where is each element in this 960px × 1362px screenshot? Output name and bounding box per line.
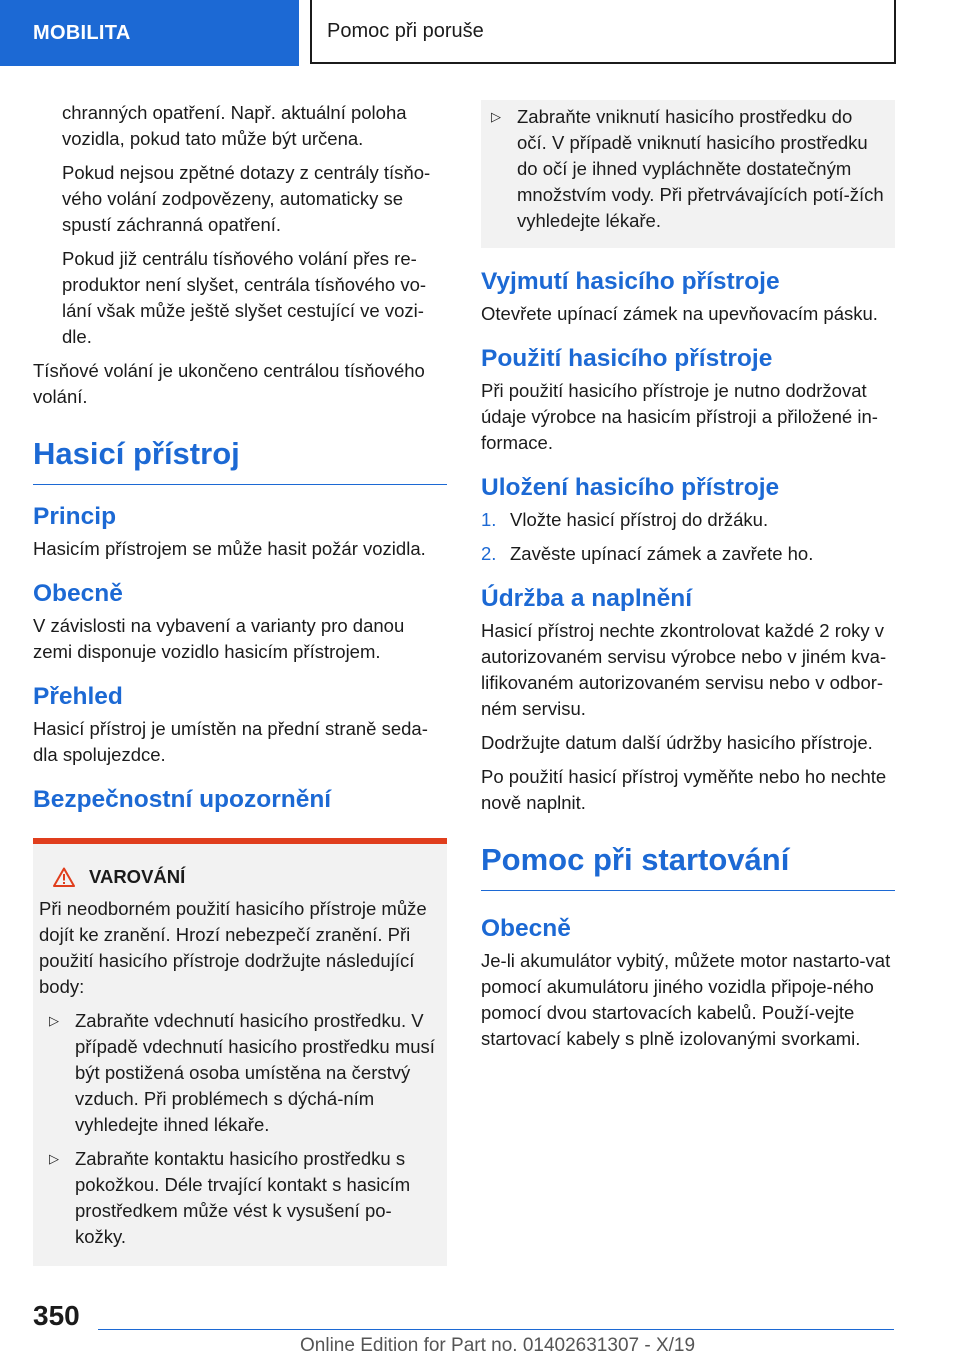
- list-item: [39, 1008, 435, 1138]
- step-text: Vložte hasicí přístroj do držáku.: [510, 509, 769, 530]
- bullet-triangle-icon: ▷: [491, 109, 501, 124]
- page-header: [0, 0, 960, 66]
- bullet-triangle-icon: ▷: [49, 1151, 59, 1166]
- section-heading: Princip: [33, 503, 117, 530]
- chapter-heading: Pomoc při startování: [481, 840, 895, 891]
- list-item-text: Zabraňte vniknutí hasicího prostředku do očí. V případě vniknutí hasicího prostředku do očí je ihned vypláchněte dostatečným množstvím vody. Při přetrvávajících potí‐žích vyhledejte lékaře.: [517, 106, 884, 231]
- warning-continuation-box: [481, 100, 895, 248]
- section-heading: Obecně: [33, 580, 123, 607]
- right-column: [481, 100, 895, 1060]
- paragraph: Pokud nejsou zpětné dotazy z centrály tísňo‐vého volání zodpovězeny, automaticky se spustí záchranná opatření.: [62, 162, 431, 235]
- step-item: [481, 507, 895, 533]
- section-heading: Použití hasicího přístroje: [481, 345, 773, 372]
- paragraph: Dodržujte datum další údržby hasicího přístroje.: [481, 732, 873, 753]
- paragraph: Hasicí přístroj je umístěn na přední straně seda‐dla spolujezdce.: [33, 718, 428, 765]
- paragraph: V závislosti na vybavení a varianty pro danou zemi disponuje vozidlo hasicím přístrojem.: [33, 615, 405, 662]
- paragraph: Při použití hasicího přístroje je nutno dodržovat údaje výrobce na hasicím přístroji a přiložené in‐formace.: [481, 380, 878, 453]
- paragraph: chranných opatření. Např. aktuální poloha vozidla, pokud tato může být určena.: [62, 102, 407, 149]
- footer-edition: Online Edition for Part no. 01402631307 - X/19: [300, 1335, 696, 1356]
- step-item: [481, 541, 895, 567]
- section-heading: Bezpečnostní upozornění: [33, 786, 332, 813]
- paragraph: Hasicím přístrojem se může hasit požár vozidla.: [33, 538, 426, 559]
- section-heading: Uložení hasicího přístroje: [481, 474, 780, 501]
- step-number: 2.: [481, 543, 497, 564]
- list-item-text: Zabraňte kontaktu hasicího prostředku s pokožkou. Déle trvající kontakt s hasicím prostředkem může vést k vysušení po‐kožky.: [75, 1148, 411, 1247]
- left-column: [33, 100, 447, 1266]
- paragraph: Po použití hasicí přístroj vyměňte nebo ho nechte nově naplnit.: [481, 766, 887, 813]
- page-number: 350: [33, 1300, 80, 1331]
- step-text: Zavěste upínací zámek a zavřete ho.: [510, 543, 814, 564]
- section-heading: Vyjmutí hasicího přístroje: [481, 268, 780, 295]
- paragraph: Hasicí přístroj nechte zkontrolovat každé 2 roky v autorizovaném servisu výrobce nebo v jiném kva‐lifikovaném autorizovaném servisu nebo v odbor‐ném servisu.: [481, 620, 887, 719]
- warning-title: VAROVÁNÍ: [89, 866, 186, 887]
- warning-text: Při neodborném použití hasicího přístroje může dojít ke zranění. Hrozí nebezpečí zranění. Při použití hasicího přístroje dodržujte následující body:: [39, 898, 427, 997]
- section-tab[interactable]: MOBILITA: [0, 0, 299, 66]
- list-item: [39, 1146, 435, 1250]
- warning-box: [33, 838, 447, 1266]
- paragraph: Otevřete upínací zámek na upevňovacím pásku.: [481, 303, 878, 324]
- chapter-title: Pomoc při poruše: [310, 0, 896, 64]
- warning-triangle-icon: [53, 867, 75, 887]
- list-item: [481, 104, 885, 234]
- section-heading: Údržba a naplnění: [481, 585, 693, 612]
- list-item-text: Zabraňte vdechnutí hasicího prostředku. V případě vdechnutí hasicího prostředku musí být postižená osoba umístěna na čerstvý vzduch. Při problémech s dýchá‐ním vyhledejte ihned lékaře.: [75, 1010, 435, 1135]
- section-heading: Přehled: [33, 683, 123, 710]
- paragraph: Je-li akumulátor vybitý, můžete motor nastarto‐vat pomocí akumulátoru jiného vozidla připoje‐ného pomocí dvou startovacích kabelů. Použí‐vejte startovací kabely s plně izolovanými svorkami.: [481, 950, 891, 1049]
- footer-divider: [98, 1329, 894, 1330]
- section-heading: Obecně: [481, 915, 571, 942]
- chapter-heading: Hasicí přístroj: [33, 434, 447, 485]
- step-number: 1.: [481, 509, 497, 530]
- paragraph: Pokud již centrálu tísňového volání přes re‐produktor není slyšet, centrála tísňového vo‐lání však může ještě slyšet cestující ve vozi‐dle.: [62, 248, 427, 347]
- bullet-triangle-icon: ▷: [49, 1013, 59, 1028]
- warning-header: [39, 844, 435, 896]
- paragraph: Tísňové volání je ukončeno centrálou tísňového volání.: [33, 360, 425, 407]
